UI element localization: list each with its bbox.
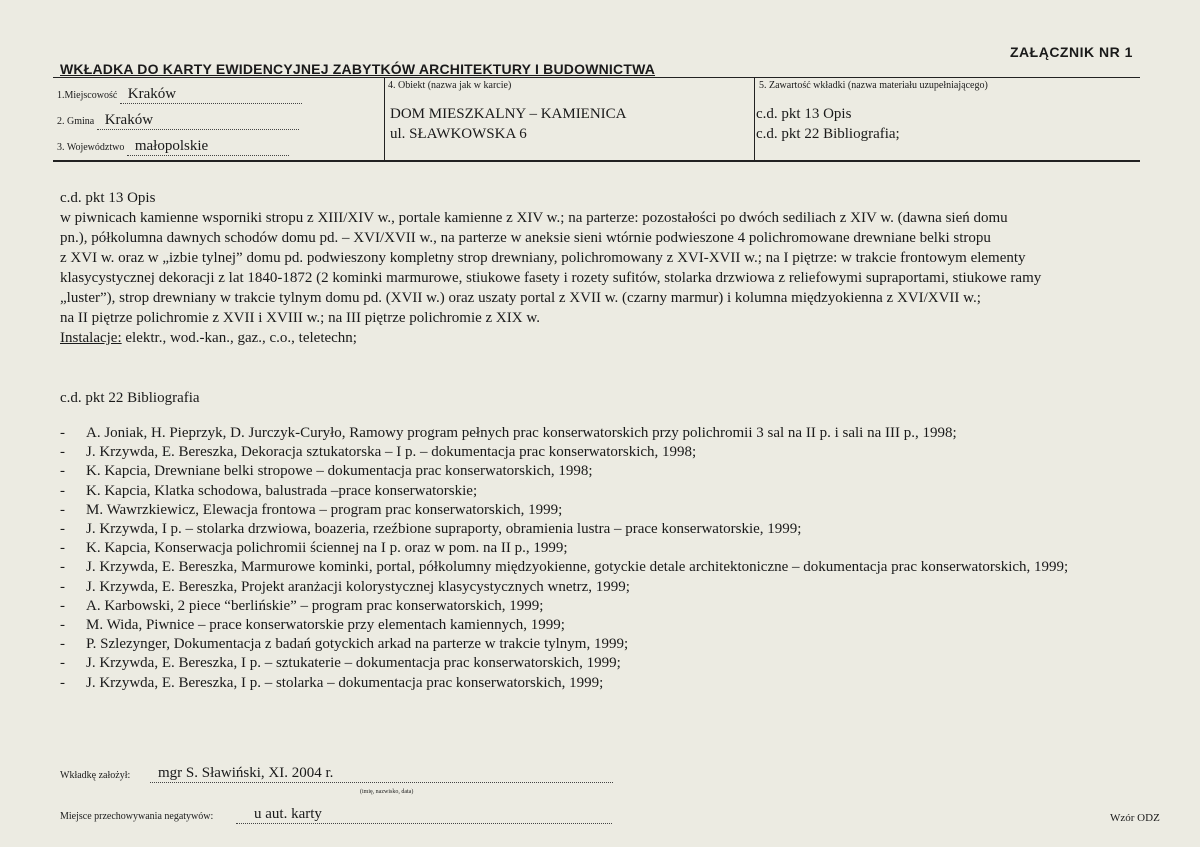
form-model-label: Wzór ODZ: [1110, 812, 1160, 824]
list-item: [60, 520, 1170, 539]
opis-body: [60, 208, 1175, 348]
list-item: [60, 578, 1170, 597]
voivodeship-value: małopolskie: [127, 138, 289, 156]
list-item-text: K. Kapcia, Konserwacja polichromii ściennej na I p. oraz w pom. na II p., 1999;: [86, 540, 568, 557]
commune-field: [57, 112, 299, 130]
list-item-text: J. Krzywda, I p. – stolarka drzwiowa, boazeria, rzeźbione supraporty, obramienia lustra – prace konserwatorskie, 1999;: [86, 521, 802, 538]
dash-bullet: -: [60, 636, 65, 653]
opis-heading: c.d. pkt 13 Opis: [60, 190, 156, 206]
founded-label: Wkładkę założył:: [60, 770, 131, 781]
contents-line-2: c.d. pkt 22 Bibliografia;: [756, 126, 900, 142]
list-item-text: K. Kapcia, Klatka schodowa, balustrada –prace konserwatorskie;: [86, 482, 478, 499]
list-item-text: J. Krzywda, E. Bereszka, I p. – sztukaterie – dokumentacja prac konserwatorskich, 1999;: [86, 655, 621, 672]
instalacje-label: Instalacje:: [60, 330, 122, 346]
opis-line: klasycystycznej dekoracji z lat 1840-1872 (2 kominki marmurowe, stiukowe fasety i rozety sufitów, stolarka drzwiowa z reliefowymi supraportami, stiukowe ramy: [60, 270, 1042, 286]
dash-bullet: -: [60, 578, 65, 595]
dash-bullet: -: [60, 655, 65, 672]
opis-line: na II piętrze polichromie z XVII i XVIII w.; na III piętrze polichromie z XIX w.: [60, 310, 540, 326]
instalacje-line: [60, 328, 1175, 348]
header-table: [53, 77, 1140, 162]
commune-label: 2. Gmina: [57, 116, 95, 127]
list-item-text: J. Krzywda, E. Bereszka, I p. – stolarka – dokumentacja prac konserwatorskich, 1999;: [86, 674, 604, 691]
opis-line: pn.), półkolumna dawnych schodów domu pd. – XVI/XVII w., na parterze w aneksie sieni wtórnie podwieszone 4 polichromowane drewniane belki stropu: [60, 230, 991, 246]
contents-label: 5. Zawartość wkładki (nazwa materiału uzupełniającego): [759, 80, 988, 91]
negatives-value: u aut. karty: [236, 806, 612, 824]
list-item-text: M. Wawrzkiewicz, Elewacja frontowa – program prac konserwatorskich, 1999;: [86, 501, 563, 518]
dash-bullet: -: [60, 597, 65, 614]
commune-value: Kraków: [97, 112, 299, 130]
list-item-text: J. Krzywda, E. Bereszka, Dekoracja sztukatorska – I p. – dokumentacja prac konserwatorskich, 1998;: [86, 444, 697, 461]
object-line-1: DOM MIESZKALNY – KAMIENICA: [390, 106, 627, 122]
list-item: [60, 462, 1170, 481]
object-line-2: ul. SŁAWKOWSKA 6: [390, 126, 527, 142]
list-item-text: J. Krzywda, E. Bereszka, Marmurowe kominki, portal, półkolumny międzyokienne, gotyckie detale architektoniczne – dokumentacja prac konserwatorskich, 1999;: [86, 559, 1069, 576]
bibliografia-heading: c.d. pkt 22 Bibliografia: [60, 390, 200, 406]
list-item-text: A. Karbowski, 2 piece “berlińskie” – program prac konserwatorskich, 1999;: [86, 597, 544, 614]
list-item-text: J. Krzywda, E. Bereszka, Projekt aranżacji kolorystycznej klasycystycznych wnetrz, 1999;: [86, 578, 630, 595]
list-item-text: K. Kapcia, Drewniane belki stropowe – dokumentacja prac konserwatorskich, 1998;: [86, 463, 593, 480]
list-item: [60, 616, 1170, 635]
annex-label: ZAŁĄCZNIK NR 1: [1010, 44, 1133, 60]
locality-value: Kraków: [120, 86, 302, 104]
dash-bullet: -: [60, 501, 65, 518]
opis-line: w piwnicach kamienne wsporniki stropu z XIII/XIV w., portale kamienne z XIV w.; na parterze: pozostałości po dwóch sediliach z XIV w. (dawna sień domu: [60, 210, 1008, 226]
voivodeship-label: 3. Województwo: [57, 142, 125, 153]
dash-bullet: -: [60, 521, 65, 538]
list-item: [60, 654, 1170, 673]
form-title: WKŁADKA DO KARTY EWIDENCYJNEJ ZABYTKÓW ARCHITEKTURY I BUDOWNICTWA: [60, 61, 656, 77]
dash-bullet: -: [60, 559, 65, 576]
instalacje-value: elektr., wod.-kan., gaz., c.o., teletechn;: [121, 330, 357, 346]
dash-bullet: -: [60, 674, 65, 691]
dash-bullet: -: [60, 463, 65, 480]
negatives-label: Miejsce przechowywania negatywów:: [60, 811, 214, 822]
header-divider: [384, 78, 385, 160]
dash-bullet: -: [60, 425, 65, 441]
bibliografia-list: [60, 424, 1170, 693]
opis-line: z XVI w. oraz w „izbie tylnej” domu pd. podwieszony kompletny strop drewniany, polichromowany z XVI-XVII w.; na I piętrze: w trakcie frontowym elementy: [60, 250, 1026, 266]
contents-line-1: c.d. pkt 13 Opis: [756, 106, 852, 122]
list-item-text: P. Szlezynger, Dokumentacja z badań gotyckich arkad na parterze w trakcie tylnym, 1999;: [86, 636, 629, 653]
voivodeship-field: [57, 138, 289, 156]
header-divider: [754, 78, 755, 160]
list-item: [60, 443, 1170, 462]
list-item: [60, 501, 1170, 520]
list-item: [60, 597, 1170, 616]
founded-note: (imię, nazwisko, data): [360, 789, 414, 795]
list-item: [60, 674, 1170, 693]
list-item: [60, 635, 1170, 654]
list-item: [60, 539, 1170, 558]
dash-bullet: -: [60, 540, 65, 557]
dash-bullet: -: [60, 444, 65, 461]
list-item: [60, 558, 1170, 577]
list-item: [60, 482, 1170, 501]
object-label: 4. Obiekt (nazwa jak w karcie): [388, 80, 512, 91]
dash-bullet: -: [60, 482, 65, 499]
list-item-text: M. Wida, Piwnice – prace konserwatorskie przy elementach kamiennych, 1999;: [86, 617, 565, 634]
locality-label: 1.Miejscowość: [57, 90, 118, 101]
locality-field: [57, 86, 302, 104]
founded-value: mgr S. Sławiński, XI. 2004 r.: [150, 765, 613, 783]
opis-line: „luster”), strop drewniany w trakcie tylnym domu pd. (XVII w.) oraz uszaty portal z XVII w. (czarny marmur) i kolumna międzyokienna z XVI/XVII w.;: [60, 290, 981, 306]
list-item: [60, 424, 1170, 443]
dash-bullet: -: [60, 617, 65, 634]
list-item-text: A. Joniak, H. Pieprzyk, D. Jurczyk-Curyło, Ramowy program pełnych prac konserwatorskich przy polichromii 3 sal na II p. i sali na III p., 1998;: [86, 425, 957, 441]
